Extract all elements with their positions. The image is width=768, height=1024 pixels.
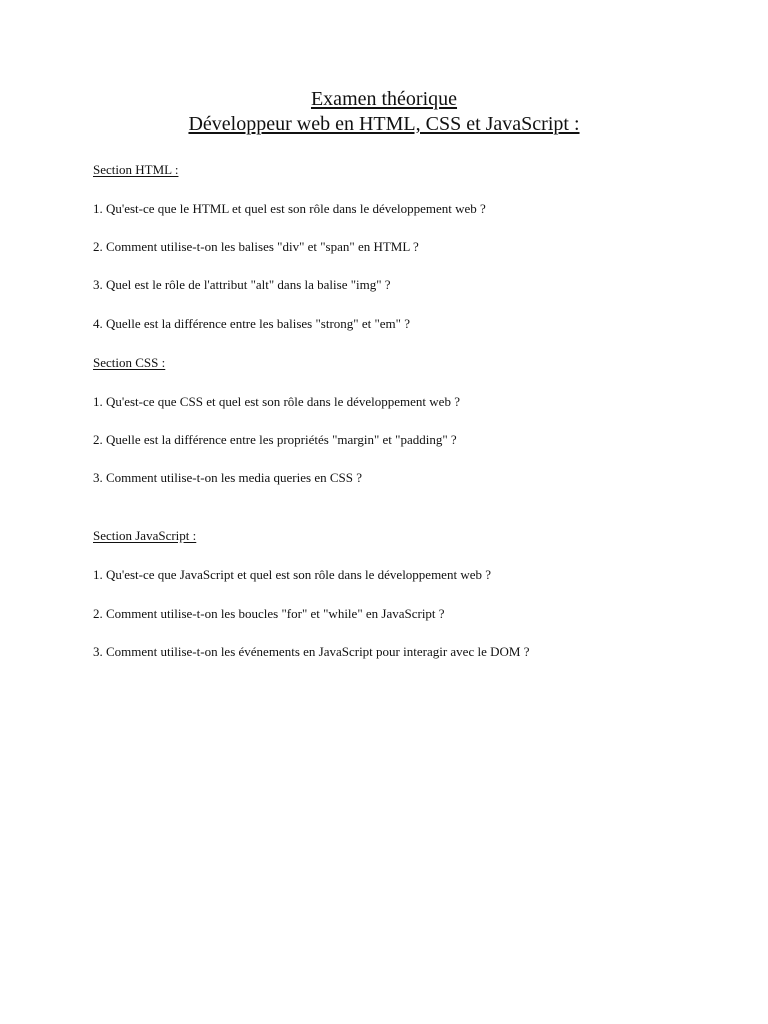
question-javascript-2: 2. Comment utilise-t-on les boucles "for" et "while" en JavaScript ?: [93, 606, 445, 621]
title-line-2: Développeur web en HTML, CSS et JavaScript :: [188, 113, 580, 135]
question-javascript-3: 3. Comment utilise-t-on les événements en JavaScript pour interagir avec le DOM ?: [93, 644, 530, 659]
question-css-3: 3. Comment utilise-t-on les media queries en CSS ?: [93, 470, 362, 485]
question-html-3: 3. Quel est le rôle de l'attribut "alt" dans la balise "img" ?: [93, 277, 391, 292]
question-javascript-1: 1. Qu'est-ce que JavaScript et quel est son rôle dans le développement web ?: [93, 567, 491, 582]
question-html-4: 4. Quelle est la différence entre les balises "strong" et "em" ?: [93, 316, 410, 331]
section-heading-css: Section CSS :: [93, 355, 166, 370]
question-html-2: 2. Comment utilise-t-on les balises "div" et "span" en HTML ?: [93, 239, 419, 254]
section-heading-javascript: Section JavaScript :: [93, 528, 197, 543]
question-css-2: 2. Quelle est la différence entre les propriétés "margin" et "padding" ?: [93, 432, 457, 447]
section-heading-html: Section HTML :: [93, 162, 179, 177]
question-html-1: 1. Qu'est-ce que le HTML et quel est son rôle dans le développement web ?: [93, 201, 486, 216]
document-title: [0, 87, 768, 137]
question-css-1: 1. Qu'est-ce que CSS et quel est son rôle dans le développement web ?: [93, 394, 460, 409]
title-line-1: Examen théorique: [310, 88, 458, 110]
